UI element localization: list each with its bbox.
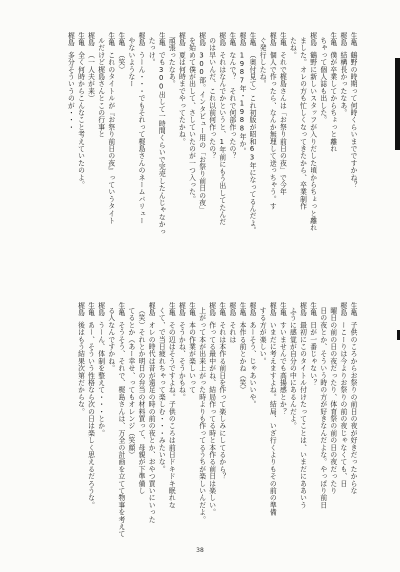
dialogue-line <box>348 32 358 254</box>
dialogue-line <box>166 302 176 524</box>
speaker-name: 梶島 <box>298 302 307 317</box>
speaker-name: 生亀 <box>217 302 226 317</box>
dialogue-text: 鶴野に新しいスタッフが入りだした頃からちょっと離れ <box>308 51 317 232</box>
dialogue-line <box>136 302 146 524</box>
dialogue-text: 多分そういうのが・・・ <box>66 51 75 131</box>
speaker-name: 生亀 <box>248 32 257 47</box>
speaker-name: 生亀 <box>187 302 196 317</box>
dialogue-text: うーん、体制を整えて・・・とか。 <box>96 321 105 437</box>
speaker-name: 梶島 <box>237 32 246 47</box>
dialogue-line <box>348 302 358 524</box>
speaker-name: 梶島 <box>308 32 317 47</box>
speaker-name: 梶島 <box>338 32 347 47</box>
dialogue-line <box>96 302 106 524</box>
speaker-name: 梶島 <box>207 302 216 317</box>
dialogue-text: でも300出して一時間くらいで完売したんじゃなかっ <box>157 51 166 236</box>
dialogue-line <box>156 32 166 254</box>
speaker-name: 生亀 <box>308 302 317 317</box>
dialogue-text: 結構長かったなあ。 <box>338 51 347 117</box>
dialogue-line <box>237 32 247 254</box>
dialogue-line <box>257 302 267 524</box>
speaker-name: 生亀 <box>86 302 95 317</box>
dialogue-text: 上がって本が出来上がった時よりも作ってるうちが楽しいんだよ。 <box>197 307 206 523</box>
dialogue-text: 夏は何時までやってたかね。 <box>177 51 186 146</box>
dialogue-text: 頑張ったなあ。 <box>167 37 176 88</box>
dialogue-line <box>176 32 186 254</box>
dialogue-line <box>328 302 338 524</box>
speaker-name: 梶島 <box>177 32 186 47</box>
dialogue-line <box>247 32 257 254</box>
speaker-name: 梶島 <box>217 32 226 47</box>
dialogue-block-bottom <box>75 302 358 538</box>
dialogue-line <box>237 302 247 524</box>
dialogue-text: たっけ。 <box>147 37 156 66</box>
dialogue-line <box>267 32 277 254</box>
speaker-name: 梶島 <box>147 302 156 317</box>
dialogue-line <box>217 302 227 524</box>
dialogue-line <box>126 32 136 254</box>
dialogue-line <box>227 302 237 524</box>
dialogue-line <box>146 32 156 254</box>
speaker-name: 梶島 <box>66 32 75 47</box>
dialogue-text: のは早いんだ、これ以前何作ったの？ <box>207 37 216 160</box>
dialogue-text: すいませんでも高揚感とか？ <box>278 321 287 416</box>
dialogue-text: ぐ発行したね。 <box>258 37 267 88</box>
dialogue-text: それで梶島さんは「お祭り前日の夜」で今年 <box>278 51 287 196</box>
dialogue-line <box>338 302 348 524</box>
dialogue-line <box>126 302 136 524</box>
dialogue-text: 本作る前とかね（笑） <box>237 321 246 394</box>
dialogue-line <box>197 302 207 524</box>
dialogue-line <box>217 32 227 254</box>
dialogue-text: 個人で作ったら、なんか無理して送っちゃう。す <box>268 51 277 210</box>
dialogue-line <box>166 32 176 254</box>
speaker-name: 梶島 <box>338 302 347 317</box>
speaker-name: 生亀 <box>167 302 176 317</box>
dialogue-text: いまだに考えますよね。結局、いざ行くよりもその前の準備 <box>268 321 277 516</box>
speaker-name: 梶島 <box>197 32 206 47</box>
dialogue-line <box>136 32 146 254</box>
dialogue-text: あー、そういう性格なら次の日は楽しく思えるだろうな。 <box>86 321 95 509</box>
speaker-name: 梶島 <box>76 302 85 317</box>
speaker-name: 生亀 <box>116 302 125 317</box>
dialogue-text: ルだけど梶島さんとこの行事と <box>96 37 105 138</box>
speaker-name: 生亀 <box>106 32 115 47</box>
dialogue-text: ました。オレの方も忙しくなってきたから、卒業制作 <box>298 37 307 210</box>
dialogue-line <box>297 32 307 254</box>
dialogue-line <box>308 32 318 254</box>
speaker-name: 梶島 <box>268 32 277 47</box>
dialogue-line <box>96 32 106 254</box>
dialogue-text: ふうに感覚が自分の中にあるんだよ。 <box>288 307 297 430</box>
page-number: 38 <box>196 547 204 554</box>
dialogue-text: 子供のころからお祭りの前日の夜が好きだったからな <box>349 321 357 495</box>
speaker-name: 生亀 <box>227 32 236 47</box>
dialogue-line <box>257 32 267 254</box>
dialogue-text: 本の作業が楽しいって <box>187 321 196 394</box>
dialogue-text: あーそう、じゃあいいや。 <box>248 321 257 408</box>
dialogue-text: （笑）それとか明日の弁当の材料買って、母親が下準備し <box>137 307 146 495</box>
dialogue-text: 日が一番じゃない？ <box>308 321 317 387</box>
dialogue-line <box>146 302 156 524</box>
speaker-name: 生亀 <box>278 302 287 317</box>
dialogue-line <box>287 302 297 524</box>
speaker-name: 生亀 <box>349 32 357 47</box>
dialogue-text: 鶴野の時期って何時くらいまでですかね？ <box>349 51 357 189</box>
dialogue-line <box>267 302 277 524</box>
dialogue-text: うーん・・・でもそれって梶島さんのネームバリュー <box>137 51 146 225</box>
speaker-name: 生亀 <box>278 32 287 47</box>
speaker-name: 生亀 <box>76 32 85 47</box>
dialogue-line <box>186 32 196 254</box>
dialogue-line <box>197 32 207 254</box>
speaker-name: 生亀 <box>116 32 125 47</box>
dialogue-line <box>176 302 186 524</box>
dialogue-line <box>106 302 116 524</box>
dialogue-line <box>106 32 116 254</box>
dialogue-line <box>328 32 338 254</box>
dialogue-line <box>207 32 217 254</box>
speaker-name: 生亀 <box>237 302 246 317</box>
dialogue-text: （笑） <box>116 51 125 74</box>
dialogue-line <box>277 302 287 524</box>
dialogue-text: 後はもう結果次第だからな。 <box>76 321 85 416</box>
dialogue-line <box>277 32 287 254</box>
dialogue-line <box>318 302 328 524</box>
dialogue-line <box>116 302 126 538</box>
dialogue-text: それはなんでかというと、1年前にもう出してたんだ <box>217 51 226 226</box>
dialogue-text: くて、で当日疲れちゃって楽しむ・・・みたいな。 <box>157 307 166 473</box>
dialogue-text: そうそう、それで、梶島さんは、万全の計画を立てて物事を考えて <box>116 321 125 538</box>
dialogue-line <box>297 302 307 524</box>
dialogue-text: 曜日の前の日の夜だったり、体育祭の前の日の夜だったり <box>328 307 337 495</box>
dialogue-text: ちゃって個人誌も出した。 <box>318 37 327 124</box>
dialogue-text: 作ってる最中がね、結局作ってる時と本作る前日は楽しい。 <box>207 321 216 516</box>
dialogue-text: オレの時代は昔が遠足の時の前の夜とか、おやつ買いにいった <box>147 321 156 524</box>
dialogue-line <box>186 302 196 524</box>
dialogue-line <box>75 32 85 254</box>
dialogue-text: 全く何時からこんなこと考えていたのよ。 <box>76 51 85 189</box>
speaker-name: 梶島 <box>86 32 95 47</box>
dialogue-text: 僕が卒業してからちょっと離れ <box>328 51 337 153</box>
dialogue-text: 日の夜とか、そういう時の方が好きなんだよな。やっぱり前日 <box>318 307 327 509</box>
speaker-name: 生亀 <box>157 32 166 47</box>
dialogue-text: てるとか（あー幸せ、ってもオレンジ（笑顔） <box>126 307 135 459</box>
dialogue-text: たね。 <box>288 37 297 59</box>
dialogue-line <box>227 32 237 254</box>
speaker-name: 梶島 <box>177 302 186 317</box>
dialogue-text: そうかね、そうかもね。 <box>177 321 186 401</box>
dialogue-text: （一人夫が来） <box>86 51 95 102</box>
dialogue-text: その辺はそうですよね。子供のころは前日ドキドキ眠れな <box>167 321 176 509</box>
dialogue-text: る人なんですかね。 <box>106 307 115 372</box>
dialogue-text: それは本作る前日を作って楽しみにしてるから？ <box>217 321 226 480</box>
speaker-name: 梶島 <box>248 302 257 317</box>
dialogue-text: やないようなー <box>126 37 135 88</box>
dialogue-line <box>156 302 166 524</box>
dialogue-line <box>318 32 328 254</box>
dialogue-line <box>85 302 95 524</box>
dialogue-text: これのタイトルが『お祭り前日の夜』っていうタイト <box>106 51 115 225</box>
dialogue-text: 最初にこのタイトル付けたってことは、いまだにああいう <box>298 321 307 509</box>
dialogue-line <box>207 302 217 524</box>
dialogue-text: を始めて僕が出して、さしていたのが一つ入った。 <box>187 37 196 203</box>
speaker-name: 梶島 <box>96 302 105 317</box>
dialogue-line <box>85 32 95 254</box>
dialogue-text: なんで？ それで何部作ったの？ <box>227 51 236 160</box>
dialogue-text: （奥付見て）これ初版が昭和63年になってるんだよ。 <box>248 51 257 234</box>
speaker-name: 梶島 <box>268 302 277 317</box>
speaker-name: 梶島 <box>227 302 236 317</box>
dialogue-text: それは <box>227 321 236 344</box>
dialogue-block-top <box>65 32 358 254</box>
dialogue-line <box>308 302 318 524</box>
dialogue-line <box>338 32 348 254</box>
dialogue-text: 1987年・1988年か。 <box>237 51 246 155</box>
dialogue-text: 300部。インタビュー用の「お祭り前日の夜」 <box>197 51 206 214</box>
dialogue-line <box>116 32 126 254</box>
dialogue-line <box>75 302 85 524</box>
dialogue-text: ーこーりは今よりお祭りの前の夜じゃなくても、日 <box>338 321 347 488</box>
page-edge-mark <box>395 58 400 150</box>
dialogue-line <box>287 32 297 254</box>
speaker-name: 生亀 <box>328 32 337 47</box>
speaker-name: 生亀 <box>349 302 357 317</box>
dialogue-text: する方が楽しい。 <box>258 307 267 365</box>
speaker-name: 梶島 <box>137 32 146 47</box>
dialogue-line <box>65 32 75 254</box>
dialogue-line <box>247 302 257 524</box>
